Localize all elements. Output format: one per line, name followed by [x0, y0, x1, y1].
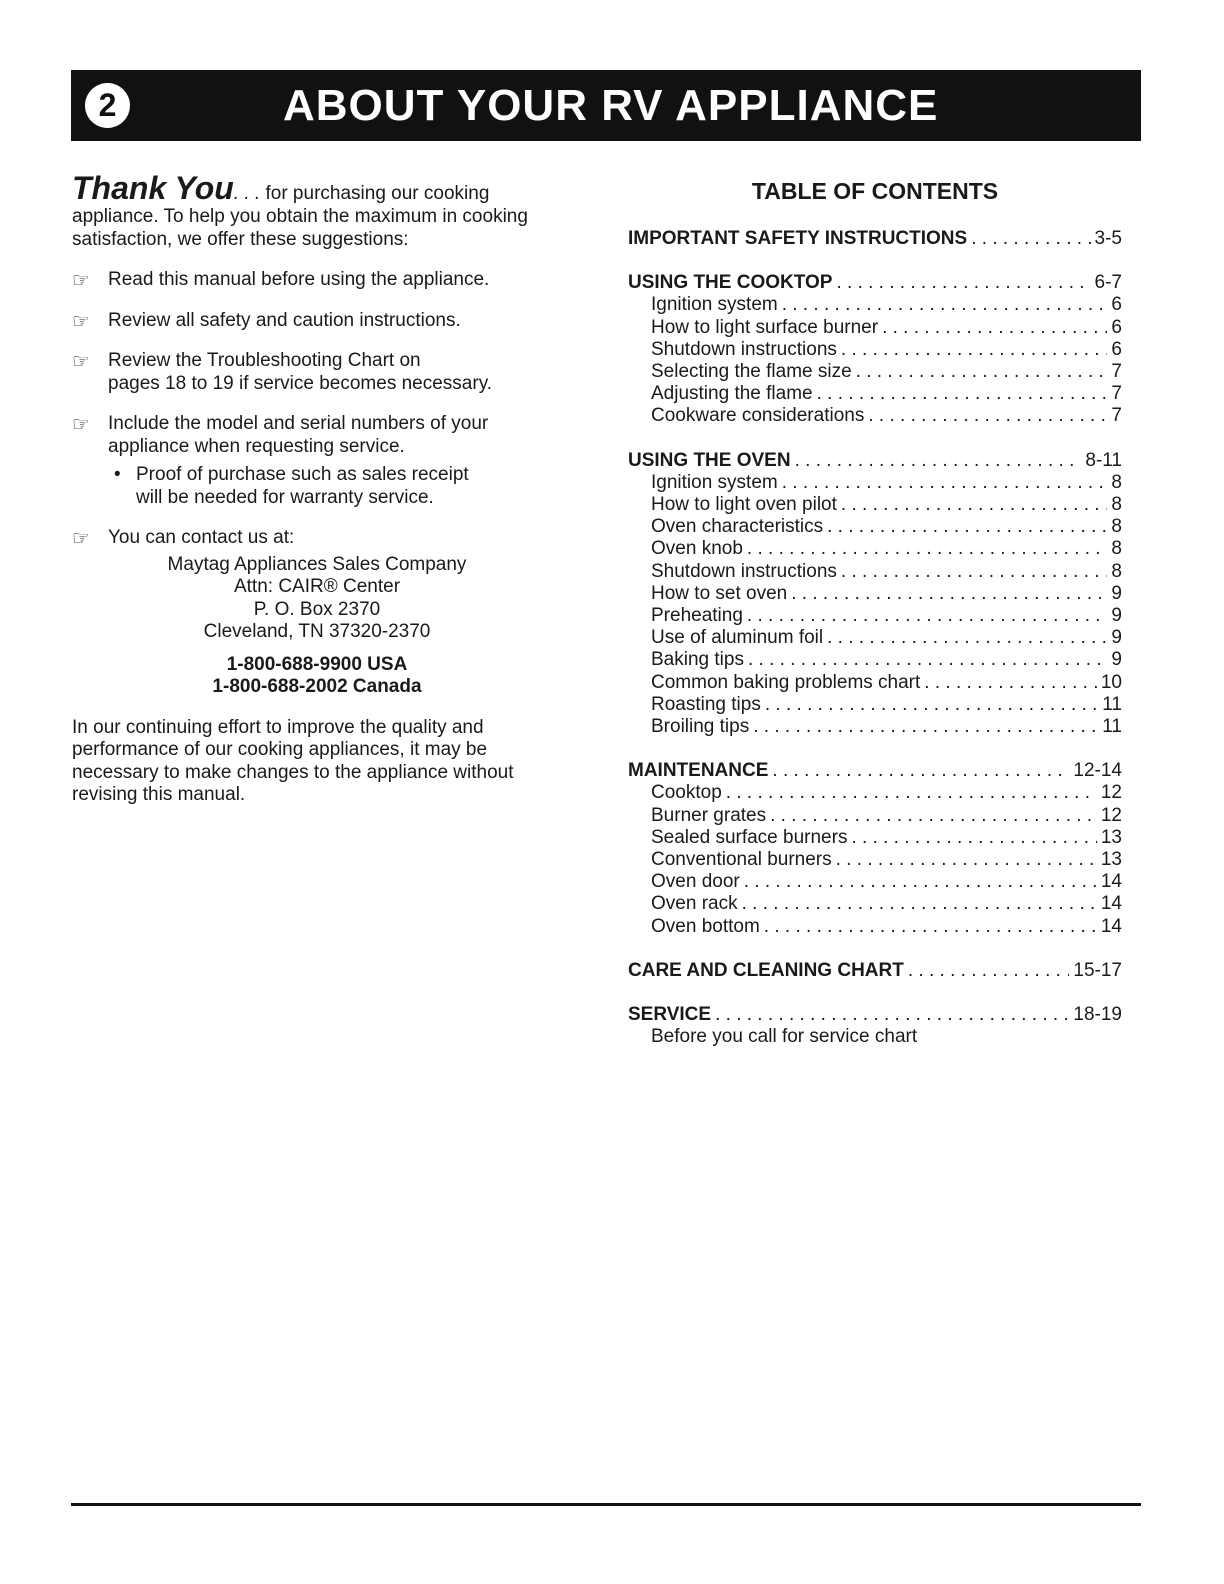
toc-section-care-cleaning [628, 960, 1122, 982]
toc-entry [628, 760, 1122, 782]
phone-canada: 1-800-688-2002 Canada [212, 676, 422, 697]
toc-leader-dots [772, 760, 1069, 782]
pointing-hand-icon: ☞ [72, 351, 90, 373]
toc-section-cooktop [628, 272, 1122, 427]
phone-numbers [72, 654, 562, 699]
toc-subentry-label: Oven characteristics [651, 516, 824, 538]
toc-subentry-label: Shutdown instructions [651, 338, 837, 360]
toc-subentry [628, 782, 1122, 804]
toc-entry-label: SERVICE [628, 1004, 712, 1026]
toc-section-oven [628, 450, 1122, 739]
toc-subentry [628, 405, 1122, 427]
toc-subentry-label: Burner grates [651, 804, 767, 826]
toc-subentry-label: Conventional burners [651, 849, 832, 871]
toc-subentry-label: Selecting the flame size [651, 361, 852, 383]
phone-usa: 1-800-688-9900 USA [226, 653, 408, 675]
toc-entry [628, 960, 1122, 982]
toc-entry-label: USING THE COOKTOP [628, 272, 833, 294]
address-city: Cleveland, TN 37320-2370 [203, 621, 431, 642]
toc-subentry [628, 627, 1122, 649]
bullet-line: Proof of purchase such as sales receipt [136, 464, 469, 485]
toc-subentry-label: Broiling tips [651, 716, 750, 738]
toc-subentry-label: Cookware considerations [651, 405, 865, 427]
tip-contact [72, 527, 562, 550]
thank-you-ellipsis: . . . [233, 183, 261, 204]
toc-subentry-page: 8 [1111, 471, 1122, 493]
mailing-address [72, 554, 562, 644]
toc-subentry [628, 472, 1122, 494]
address-company: Maytag Appliances Sales Company [167, 553, 467, 575]
tip-text: Include the model and serial numbers of your [108, 413, 489, 434]
toc-subentry-label: Ignition system [651, 294, 778, 316]
toc-leader-dots [836, 849, 1097, 871]
pointing-hand-icon: ☞ [72, 528, 90, 550]
tip-continuation: appliance when requesting service. [108, 435, 405, 457]
toc-subentry-label: Roasting tips [651, 693, 761, 715]
toc-subentry-page: 8 [1111, 516, 1122, 538]
thank-you-heading: Thank You [72, 170, 234, 206]
bullet-line: will be needed for warranty service. [136, 486, 434, 508]
toc-subentry-label: Adjusting the flame [651, 383, 813, 405]
tip-text: Review the Troubleshooting Chart on [108, 350, 421, 371]
toc-subentry-page: 9 [1111, 605, 1122, 627]
toc-subentry-label: Preheating [651, 605, 743, 627]
toc-entry-page: 12-14 [1073, 760, 1122, 782]
closing-paragraph: In our continuing effort to improve the quality and performance of our cooking appliances, it may be necessary to make changes to the appliance without revising this manual. [72, 716, 514, 805]
intro-text: appliance. To help you obtain the maximum in cooking satisfaction, we offer these suggestions: [72, 206, 528, 250]
toc-subentry-page: 11 [1102, 716, 1122, 738]
toc-subentry [628, 583, 1122, 605]
toc-subentry-page: 6 [1111, 294, 1122, 316]
toc-subentry-page: 12 [1100, 804, 1122, 826]
toc-subentry-label: Cooktop [651, 782, 722, 804]
toc-subentry-label: Common baking problems chart [651, 671, 921, 693]
toc-subentry-label: Oven knob [651, 538, 743, 560]
toc-subentry [628, 317, 1122, 339]
toc-leader-dots [747, 605, 1108, 627]
tip-text: Review all safety and caution instructions. [108, 309, 461, 331]
toc-subentry-page: 9 [1111, 649, 1122, 671]
pointing-hand-icon: ☞ [72, 310, 90, 333]
toc-entry-page: 18-19 [1073, 1004, 1122, 1026]
address-attn: Attn: CAIR® Center [233, 576, 401, 597]
toc-subentry [628, 294, 1122, 316]
toc-subentry-label: Oven rack [651, 893, 738, 915]
toc-subentry-label: Ignition system [651, 471, 778, 493]
toc-leader-dots [726, 782, 1097, 804]
toc-leader-dots [748, 649, 1107, 671]
section-header [71, 70, 1141, 141]
toc-subentry-label: Oven bottom [651, 915, 760, 937]
section-number-badge: 2 [85, 83, 130, 128]
toc-subentry [628, 871, 1122, 893]
footer-divider [71, 1503, 1141, 1506]
tip-read-manual [72, 269, 562, 292]
toc-leader-dots [827, 516, 1107, 538]
toc-leader-dots [882, 317, 1107, 339]
toc-leader-dots [747, 538, 1108, 560]
toc-subentry-page: 13 [1100, 849, 1122, 871]
tip-text: Read this manual before using the appliance. [108, 269, 490, 290]
toc-subentry-page: 13 [1100, 826, 1122, 848]
toc-subentry [628, 916, 1122, 938]
toc-subentry-page: 6 [1111, 338, 1122, 360]
toc-subentry-page: 9 [1111, 627, 1122, 649]
toc-leader-dots [770, 805, 1097, 827]
toc-leader-dots [742, 893, 1097, 915]
toc-subentry [628, 361, 1122, 383]
toc-subentry [628, 805, 1122, 827]
toc-subentry-page: 14 [1100, 915, 1122, 937]
toc-leader-dots [851, 827, 1096, 849]
toc-subentry-label: Sealed surface burners [651, 826, 848, 848]
toc-leader-dots [924, 672, 1097, 694]
toc-subentry-label: How to set oven [651, 582, 788, 604]
toc-subentry [628, 716, 1122, 738]
toc-leader-dots [836, 272, 1090, 294]
page-title: ABOUT YOUR RV APPLIANCE [283, 81, 939, 130]
toc-subentry-page: 7 [1111, 361, 1122, 383]
toc-subentry-page: 7 [1111, 383, 1122, 405]
toc-leader-dots [841, 561, 1108, 583]
toc-leader-dots [753, 716, 1098, 738]
tip-review-safety [72, 310, 562, 333]
toc-leader-dots [856, 361, 1108, 383]
toc-subentry-label: Oven door [651, 871, 740, 893]
toc-section-service [628, 1004, 1122, 1048]
toc-subentry-label: How to light surface burner [651, 316, 879, 338]
toc-leader-dots [868, 405, 1107, 427]
toc-leader-dots [765, 694, 1098, 716]
tip-text: You can contact us at: [108, 527, 295, 548]
tip-model-serial [72, 413, 562, 458]
table-of-contents [628, 176, 1122, 1071]
pointing-hand-icon: ☞ [72, 270, 90, 292]
toc-subentry-label: How to light oven pilot [651, 494, 837, 516]
toc-entry [628, 450, 1122, 472]
toc-leader-dots [715, 1004, 1069, 1026]
pointing-hand-icon: ☞ [72, 414, 90, 436]
toc-subentry [628, 383, 1122, 405]
toc-subentry [628, 516, 1122, 538]
thank-you-line [72, 170, 562, 206]
toc-leader-dots [782, 294, 1108, 316]
toc-leader-dots [971, 228, 1090, 250]
toc-subentry-label: Shutdown instructions [651, 560, 837, 582]
toc-subentry [628, 827, 1122, 849]
thank-you-lead: for purchasing our cooking [265, 183, 490, 204]
toc-section-maintenance [628, 760, 1122, 938]
toc-entry [628, 1004, 1122, 1026]
toc-subentry-page: 6 [1111, 316, 1122, 338]
bullet-dot-icon: • [114, 464, 121, 485]
address-box: P. O. Box 2370 [253, 598, 381, 620]
toc-entry [628, 272, 1122, 294]
toc-entry-page: 8-11 [1085, 449, 1122, 471]
toc-subentry [628, 494, 1122, 516]
toc-subentry [628, 649, 1122, 671]
toc-subentry [628, 339, 1122, 361]
toc-entry-label: USING THE OVEN [628, 449, 791, 471]
toc-entry-page: 6-7 [1094, 272, 1122, 294]
toc-subentry-page: 11 [1102, 693, 1122, 715]
tip-continuation: pages 18 to 19 if service becomes necessary. [108, 372, 493, 394]
toc-title: TABLE OF CONTENTS [751, 178, 999, 204]
toc-leader-dots [744, 871, 1097, 893]
toc-entry-label: CARE AND CLEANING CHART [628, 959, 904, 981]
toc-subentry-page: 9 [1111, 582, 1122, 604]
toc-entry-page: 15-17 [1073, 959, 1122, 981]
toc-leader-dots [841, 339, 1108, 361]
toc-section-safety [628, 228, 1122, 250]
toc-subentry-page: 8 [1111, 494, 1122, 516]
toc-leader-dots [908, 960, 1070, 982]
toc-entry-label: MAINTENANCE [628, 760, 769, 782]
toc-subentry-label: Use of aluminum foil [651, 627, 824, 649]
toc-subentry-page: 7 [1111, 405, 1122, 427]
toc-leader-dots [791, 583, 1107, 605]
toc-subentry-page: 14 [1100, 871, 1122, 893]
toc-leader-dots [795, 450, 1082, 472]
toc-subentry-page: 8 [1111, 560, 1122, 582]
toc-leader-dots [782, 472, 1108, 494]
toc-leader-dots [841, 494, 1108, 516]
toc-subentry [628, 605, 1122, 627]
toc-subentry [628, 849, 1122, 871]
toc-subentry [628, 672, 1122, 694]
proof-of-purchase-bullet [72, 464, 562, 509]
toc-leader-dots [764, 916, 1097, 938]
toc-subentry-page: 8 [1111, 538, 1122, 560]
toc-entry-label: IMPORTANT SAFETY INSTRUCTIONS [628, 228, 968, 249]
toc-subentry-page: 12 [1100, 782, 1122, 804]
toc-subentry-label: Baking tips [651, 649, 744, 671]
toc-leader-dots [827, 627, 1107, 649]
toc-subentry [628, 893, 1122, 915]
toc-service-note: Before you call for service chart [651, 1026, 918, 1048]
toc-entry-page: 3-5 [1094, 228, 1122, 249]
toc-subentry [628, 694, 1122, 716]
toc-entry [628, 228, 1122, 250]
tip-troubleshooting [72, 350, 562, 395]
toc-subentry [628, 538, 1122, 560]
intro-column [72, 170, 562, 807]
toc-subentry-page: 10 [1100, 671, 1122, 693]
toc-subentry-page: 14 [1100, 893, 1122, 915]
toc-subentry [628, 561, 1122, 583]
toc-leader-dots [817, 383, 1108, 405]
